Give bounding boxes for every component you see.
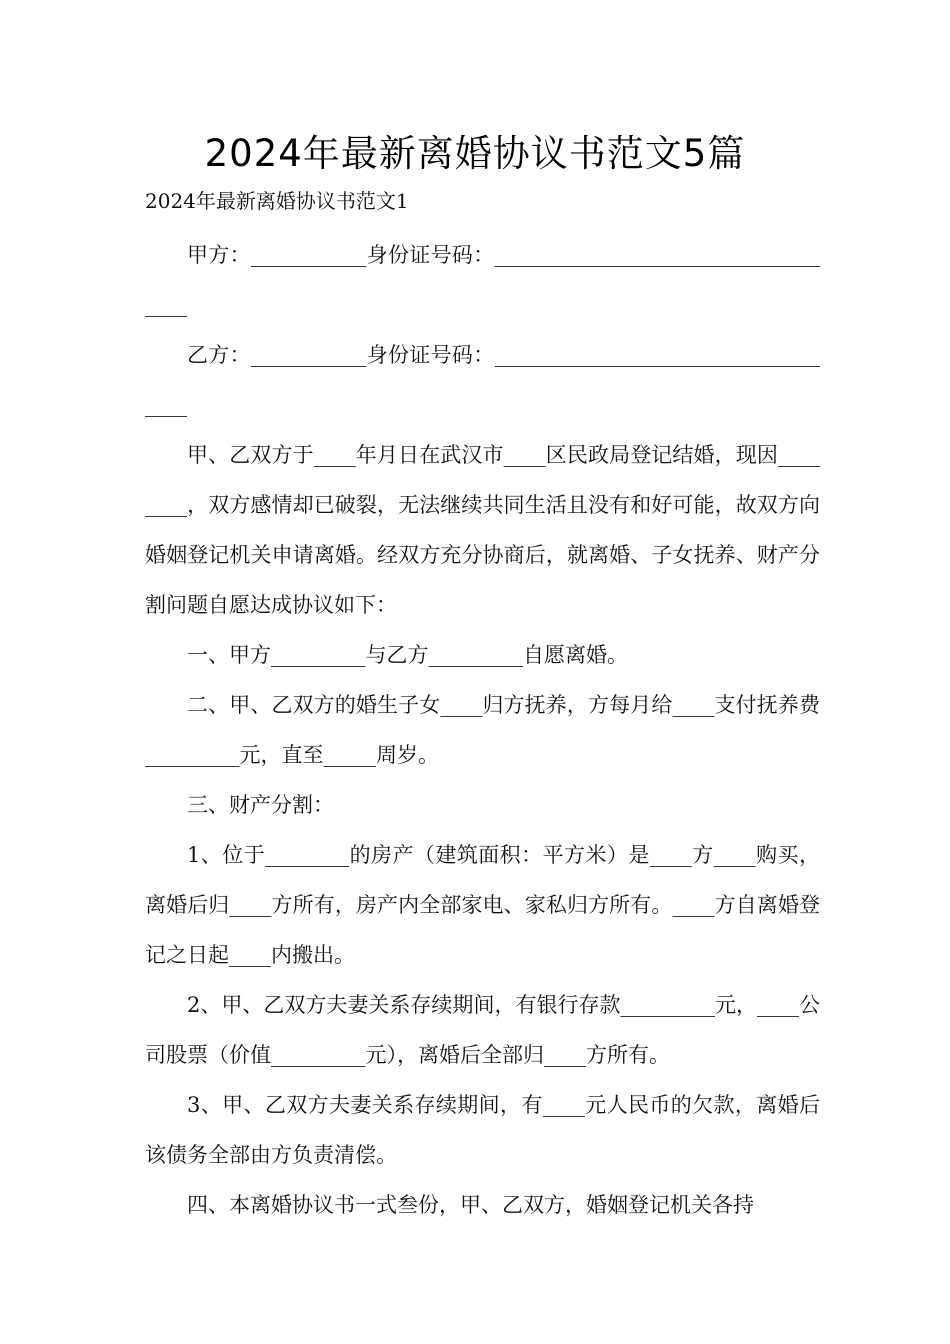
clause-3-item-2: 2、甲、乙双方夫妻关系存续期间，有银行存款_________元，____公司股票（价值_________元），离婚后全部归____方所有。 [145, 993, 820, 1067]
clause-3-item-1: 1、位于________的房产（建筑面积：平方米）是____方____购买，离婚后归____方所有，房产内全部家电、家私归方所有。____方自离婚登记之日起____内搬出。 [145, 843, 820, 967]
intro-paragraph: 甲、乙双方于____年月日在武汉市____区民政局登记结婚，现因________，双方感情却已破裂，无法继续共同生活且没有和好可能，故双方向婚姻登记机关申请离婚。经双方充分协商后，就离婚、子女抚养、财产分割问题自愿达成协议如下： [145, 443, 820, 617]
agreement-body [145, 230, 820, 1230]
party-a-line: 甲方：___________身份证号码：___________________________________ [145, 243, 820, 317]
clause-1: 一、甲方_________与乙方_________自愿离婚。 [187, 643, 628, 667]
clause-2: 二、甲、乙双方的婚生子女____归方抚养，方每月给____支付抚养费_________元，直至_____周岁。 [145, 693, 820, 767]
clause-3-item-3: 3、甲、乙双方夫妻关系存续期间，有____元人民币的欠款，离婚后该债务全部由方负责清偿。 [145, 1093, 820, 1167]
clause-4: 四、本离婚协议书一式叁份，甲、乙双方，婚姻登记机关各持 [187, 1193, 754, 1217]
section-heading: 2024年最新离婚协议书范文1 [145, 189, 409, 213]
party-b-line: 乙方：___________身份证号码：___________________________________ [145, 343, 820, 417]
document-title: 2024年最新离婚协议书范文5篇 [204, 132, 746, 175]
clause-3-heading: 三、财产分割： [187, 793, 334, 817]
